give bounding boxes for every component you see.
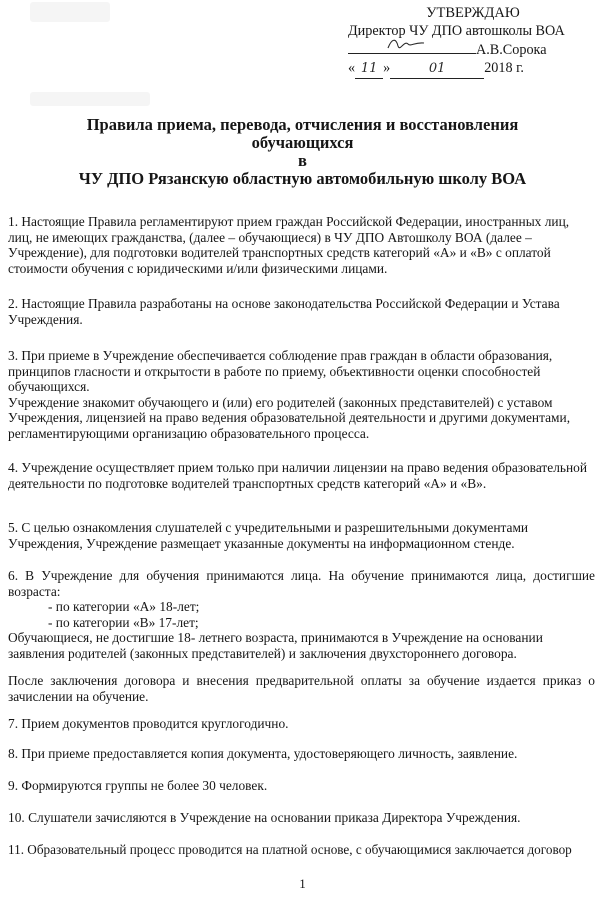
paragraph-6c-text: Обучающиеся, не достигшие 18- летнего возраста, принимаются в Учреждение на основании заявления родителей (законных представителей) и заключения двухстороннего договора.: [8, 630, 543, 661]
approval-date: [348, 59, 598, 79]
paragraph-9: [8, 778, 595, 794]
signature-field: [348, 40, 476, 54]
approval-heading: УТВЕРЖДАЮ: [426, 5, 520, 21]
paragraph-8: [8, 746, 595, 762]
date-day: 11: [355, 60, 383, 79]
paragraph-5: [8, 520, 595, 551]
signatory-name: А.В.Сорока: [476, 42, 547, 58]
paragraph-7-text: 7. Прием документов проводится круглогодично.: [8, 716, 289, 731]
paragraph-7: [8, 716, 595, 732]
document-title: [20, 116, 585, 188]
category-b-item: - по категории «В» 17-лет;: [48, 614, 199, 630]
paragraph-4-text: 4. Учреждение осуществляет прием только при наличии лицензии на право ведения образовательной деятельности по подготовке водителей транспортных средств категорий «А» и «В».: [8, 460, 588, 491]
paragraph-4: [8, 460, 595, 491]
title-line-2: обучающихся: [251, 133, 354, 152]
paragraph-10-text: 10. Слушатели зачисляются в Учреждение на основании приказа Директора Учреждения.: [8, 810, 521, 825]
date-close-quote: »: [383, 60, 391, 76]
approval-signature-line: [348, 40, 598, 59]
paragraph-9-text: 9. Формируются группы не более 30 человек.: [8, 778, 268, 793]
title-line-1: Правила приема, перевода, отчисления и восстановления: [86, 115, 519, 134]
paragraph-6-continued: [8, 673, 595, 704]
paragraph-6-text: 6. В Учреждение для обучения принимаются лица. На обучение принимаются лица, достигшие возраста:: [8, 568, 595, 599]
date-year: 2018 г.: [484, 60, 524, 76]
paragraph-3b-text: Учреждение знакомит обучающего и (или) его родителей (законных представителей) с уставом Учреждения, лицензией на право ведения образовательной деятельности и другими документами, регламентирующими организацию образовательного процесса.: [8, 394, 571, 441]
date-month: 01: [390, 60, 484, 79]
approval-block: [348, 4, 598, 79]
paragraph-3: [8, 348, 595, 442]
paragraph-3a-text: 3. При приеме в Учреждение обеспечивается соблюдение прав граждан в области образования, принципов гласности и открытости в работе по приему, объективности оценки способностей обучающихся.: [8, 348, 553, 395]
paragraph-11-text: 11. Образовательный процесс проводится на платной основе, с обучающимися заключается договор: [8, 842, 572, 857]
paragraph-6: [8, 568, 595, 662]
title-line-3: в: [298, 151, 307, 170]
category-a-item: - по категории «А» 18-лет;: [48, 599, 200, 615]
paragraph-1: [8, 214, 595, 276]
page-number: 1: [299, 876, 306, 891]
paragraph-8-text: 8. При приеме предоставляется копия документа, удостоверяющего личность, заявление.: [8, 746, 518, 761]
title-line-4: ЧУ ДПО Рязанскую областную автомобильную школу ВОА: [78, 169, 527, 188]
paragraph-2: [8, 296, 595, 327]
paragraph-2-text: 2. Настоящие Правила разработаны на основе законодательства Российской Федерации и Устава Учреждения.: [8, 296, 560, 327]
approval-position: Директор ЧУ ДПО автошколы ВОА: [348, 23, 565, 39]
paragraph-10: [8, 810, 595, 826]
paragraph-6d-text: После заключения договора и внесения предварительной оплаты за обучение издается приказ о зачислении на обучение.: [8, 673, 595, 704]
paragraph-5-text: 5. С целью ознакомления слушателей с учредительными и разрешительными документами Учреждения, Учреждение размещает указанные документы на информационном стенде.: [8, 520, 529, 551]
date-open-quote: «: [348, 60, 356, 76]
paragraph-11: [8, 842, 595, 858]
scan-smudge: [30, 92, 150, 106]
scan-smudge: [30, 2, 110, 22]
paragraph-1-text: 1. Настоящие Правила регламентируют прием граждан Российской Федерации, иностранных лиц, лиц, не имеющих гражданства, (далее – обучающиеся) в ЧУ ДПО Автошколу ВОА (далее – Учреждение), для подготовки водителей транспортных средств категорий «А» и «В» с оплатой стоимости обучения с юридическими и/или физическими лицами.: [8, 214, 570, 276]
handwritten-signature: [386, 36, 426, 54]
